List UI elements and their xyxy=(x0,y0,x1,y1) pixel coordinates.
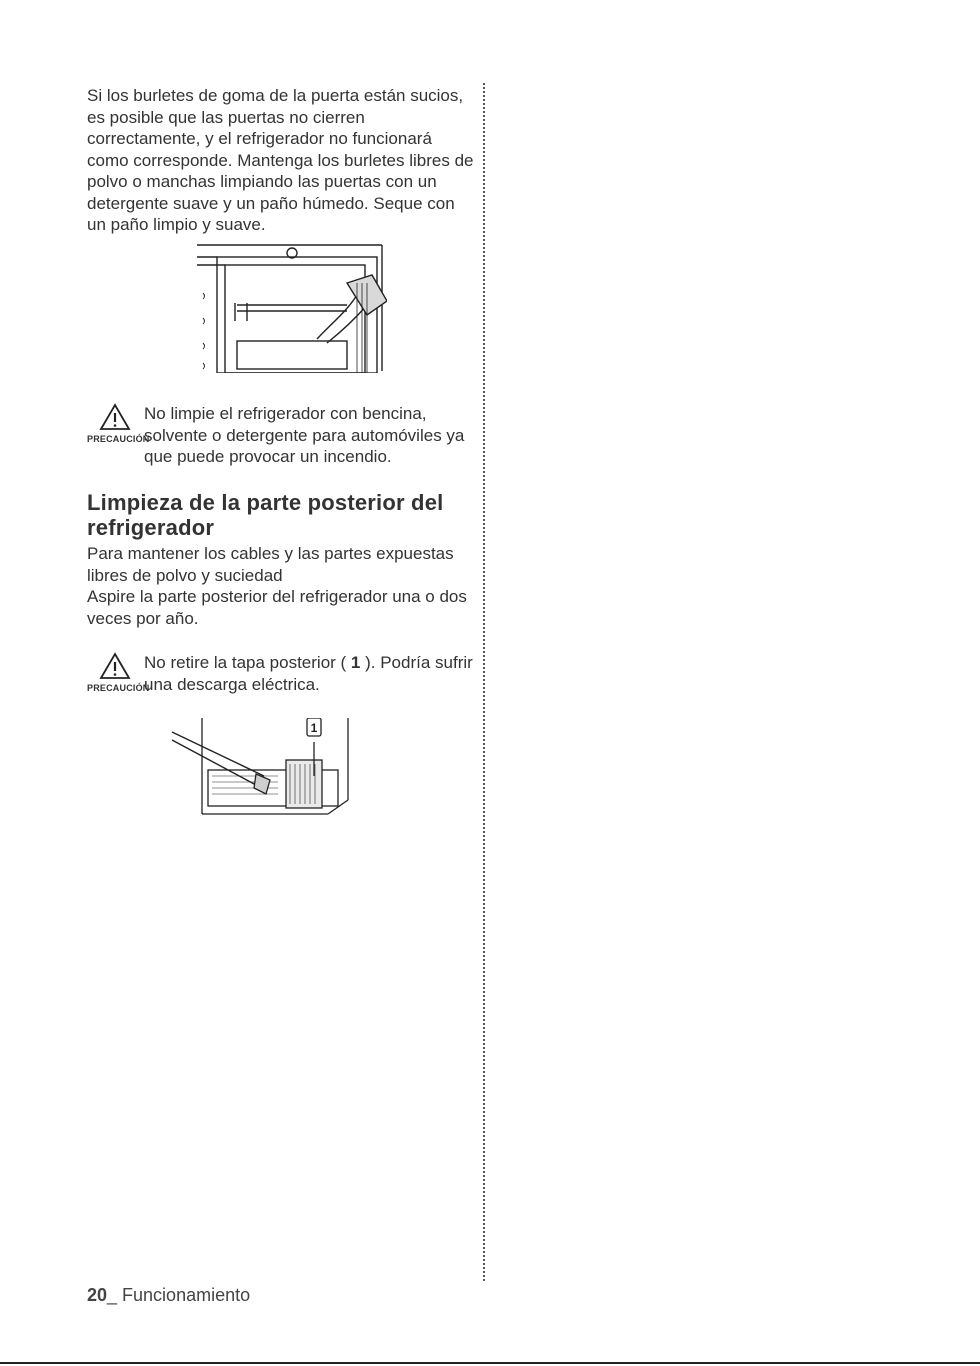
page-number: 20 xyxy=(87,1285,108,1305)
door-gasket-illustration xyxy=(197,243,387,373)
caution-icon-wrap xyxy=(87,403,150,444)
caution-label: PRECAUCIÓN xyxy=(87,683,150,693)
warning-triangle-icon xyxy=(99,403,131,431)
rear-cleaning-section xyxy=(87,490,482,629)
callout-number: 1 xyxy=(310,721,318,735)
bottom-rule xyxy=(0,1362,980,1364)
section-paragraph-1: Para mantener los cables y las partes expuestas libres de polvo y suciedad xyxy=(87,544,454,585)
intro-block xyxy=(87,85,477,236)
caution-text-before: No retire la tapa posterior ( xyxy=(144,653,351,672)
section-paragraph-2: Aspire la parte posterior del refrigerador una o dos veces por año. xyxy=(87,587,467,628)
rear-vacuum-illustration xyxy=(168,718,383,818)
page-footer xyxy=(87,1285,250,1306)
footer-section-name: _ Funcionamiento xyxy=(107,1285,251,1305)
caution-icon-wrap xyxy=(87,652,150,693)
caution-text: No limpie el refrigerador con bencina, solvente o detergente para automóviles ya que puede provocar un incendio. xyxy=(144,404,465,466)
door-gasket-svg xyxy=(197,243,387,373)
rear-vacuum-svg xyxy=(168,718,383,818)
caution-text xyxy=(144,652,484,695)
section-heading: Limpieza de la parte posterior del refrigerador xyxy=(87,490,444,540)
caution-box-2 xyxy=(87,652,487,702)
caution-text-bold: 1 xyxy=(350,653,361,672)
caution-box-1 xyxy=(87,403,487,473)
caution-label: PRECAUCIÓN xyxy=(87,434,150,444)
intro-paragraph: Si los burletes de goma de la puerta están sucios, es posible que las puertas no cierren correctamente, y el refrigerador no funcionará como corresponde. Mantenga los burletes libres de polvo o manchas limpiando las puertas con un detergente suave y un paño húmedo. Seque con un paño limpio y suave. xyxy=(87,86,474,234)
caution-text-after: ). Podría sufrir una descarga eléctrica. xyxy=(144,653,473,694)
warning-triangle-icon xyxy=(99,652,131,680)
